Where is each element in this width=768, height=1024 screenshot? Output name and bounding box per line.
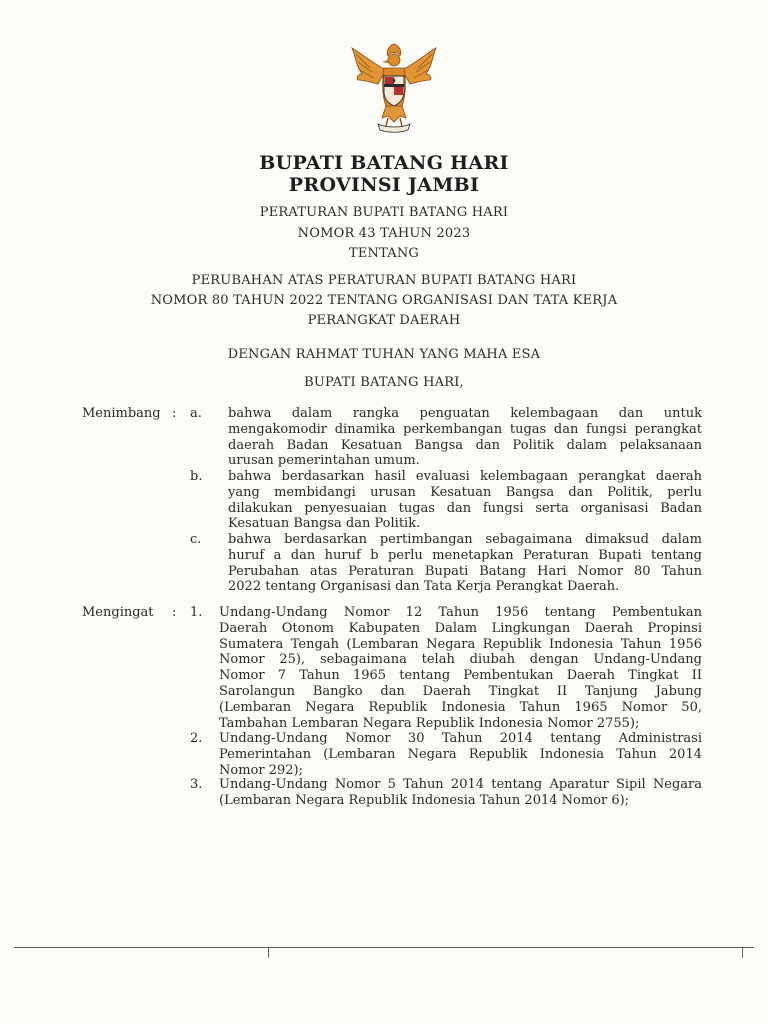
garuda-emblem-icon bbox=[348, 40, 440, 136]
mengingat-colon: : bbox=[172, 605, 177, 620]
menimbang-marker-a: a. bbox=[190, 406, 202, 421]
text-line: huruf a dan huruf b perlu menetapkan Peraturan Bupati tentang bbox=[228, 547, 702, 563]
text-line: bahwa berdasarkan pertimbangan sebagaimana dimaksud dalam bbox=[228, 532, 702, 547]
mengingat-marker-3: 3. bbox=[190, 777, 203, 792]
text-line: bahwa berdasarkan hasil evaluasi kelembagaan perangkat daerah bbox=[228, 469, 702, 484]
subject-line-3: PERANGKAT DAERAH bbox=[307, 313, 461, 328]
issuer: BUPATI BATANG HARI, bbox=[304, 375, 464, 390]
text-line: Sarolangun Bangko dan Daerah Tingkat II Tanjung Jabung bbox=[219, 683, 702, 699]
text-line: Nomor 292); bbox=[219, 762, 303, 778]
text-line: Nomor 25), sebagaimana telah diubah dengan Undang-Undang bbox=[219, 652, 702, 668]
menimbang-marker-b: b. bbox=[190, 469, 203, 484]
text-line: dilakukan penyesuaian tugas dan fungsi serta organisasi Badan bbox=[228, 500, 702, 516]
text-line: Tambahan Lembaran Negara Republik Indonesia Nomor 2755); bbox=[219, 715, 640, 731]
text-line: yang membidangi urusan Kesatuan Bangsa dan Politik, perlu bbox=[228, 484, 702, 500]
text-line: mengakomodir dinamika perkembangan tugas dan fungsi perangkat bbox=[228, 421, 702, 437]
text-line: Undang-Undang Nomor 30 Tahun 2014 tentang Administrasi bbox=[219, 731, 702, 746]
text-line: 2022 tentang Organisasi dan Tata Kerja Perangkat Daerah. bbox=[228, 579, 620, 595]
title-line-1: BUPATI BATANG HARI bbox=[259, 152, 509, 174]
text-line: Daerah Otonom Kabupaten Dalam Lingkungan Daerah Propinsi bbox=[219, 620, 702, 636]
regulation-about: TENTANG bbox=[348, 246, 420, 261]
mengingat-marker-2: 2. bbox=[190, 731, 203, 746]
text-line: Nomor 7 Tahun 1965 tentang Pembentukan Daerah Tingkat II bbox=[219, 668, 702, 684]
menimbang-marker-c: c. bbox=[190, 532, 202, 547]
menimbang-colon: : bbox=[172, 406, 177, 421]
text-line: urusan pemerintahan umum. bbox=[228, 453, 420, 469]
subject-line-2: NOMOR 80 TAHUN 2022 TENTANG ORGANISASI DAN TATA KERJA bbox=[150, 293, 618, 308]
menimbang-label: Menimbang bbox=[82, 406, 161, 421]
subject-line-1: PERUBAHAN ATAS PERATURAN BUPATI BATANG HARI bbox=[191, 273, 577, 288]
mengingat-label: Mengingat bbox=[82, 605, 154, 620]
title-line-2: PROVINSI JAMBI bbox=[288, 174, 480, 196]
mengingat-item-3 bbox=[219, 777, 702, 809]
page-border-tick bbox=[742, 948, 743, 958]
regulation-title: PERATURAN BUPATI BATANG HARI bbox=[259, 205, 509, 220]
page-border-tick bbox=[268, 948, 269, 958]
text-line: bahwa dalam rangka penguatan kelembagaan dan untuk bbox=[228, 406, 702, 421]
text-line: Undang-Undang Nomor 12 Tahun 1956 tentang Pembentukan bbox=[219, 605, 702, 620]
text-line: Kesatuan Bangsa dan Politik. bbox=[228, 516, 421, 532]
regulation-number: NOMOR 43 TAHUN 2023 bbox=[297, 226, 471, 241]
text-line: Perubahan atas Peraturan Bupati Batang Hari Nomor 80 Tahun bbox=[228, 563, 702, 579]
text-line: Pemerintahan (Lembaran Negara Republik Indonesia Tahun 2014 bbox=[219, 746, 702, 762]
menimbang-item-b bbox=[228, 469, 702, 532]
text-line: Sumatera Tengah (Lembaran Negara Republik Indonesia Tahun 1956 bbox=[219, 636, 702, 652]
text-line: (Lembaran Negara Republik Indonesia Tahun 1965 Nomor 50, bbox=[219, 699, 702, 715]
text-line: daerah Badan Kesatuan Bangsa dan Politik dalam pelaksanaan bbox=[228, 437, 702, 453]
preamble: DENGAN RAHMAT TUHAN YANG MAHA ESA bbox=[227, 347, 541, 362]
menimbang-item-a bbox=[228, 406, 702, 469]
menimbang-item-c bbox=[228, 532, 702, 595]
mengingat-item-2 bbox=[219, 731, 702, 778]
mengingat-item-1 bbox=[219, 605, 702, 731]
page-border-line bbox=[14, 947, 754, 948]
text-line: Undang-Undang Nomor 5 Tahun 2014 tentang Aparatur Sipil Negara bbox=[219, 777, 702, 792]
text-line: (Lembaran Negara Republik Indonesia Tahun 2014 Nomor 6); bbox=[219, 792, 630, 808]
mengingat-marker-1: 1. bbox=[190, 605, 203, 620]
